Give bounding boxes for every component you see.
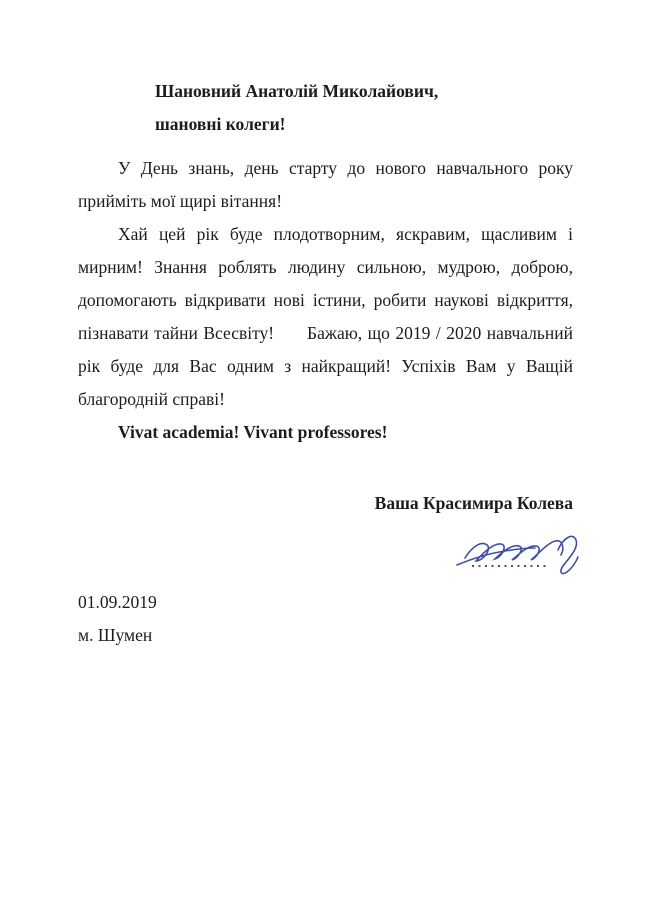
letter-line: мирним! Знання роблять людину сильною, мудрою, доброю,: [78, 257, 573, 277]
letter-line: допомогають відкривати нові істини, робити наукові відкриття,: [78, 290, 573, 310]
letter-footer: [78, 586, 573, 652]
paragraph-greeting: [78, 152, 573, 218]
salutation-line-2: шановні колеги!: [155, 114, 286, 134]
paragraph-wishes: [78, 218, 573, 416]
city-line: м. Шумен: [78, 625, 153, 645]
salutation-line-1: Шановний Анатолій Миколайович,: [155, 81, 439, 101]
signature-area: [78, 520, 589, 580]
letter-line: пізнавати тайни Всесвіту! Бажаю, що 2019 / 2020 навчальний: [78, 323, 573, 343]
salutation-block: [155, 75, 573, 141]
letter-line: У День знань, день старту до нового навчального року: [118, 158, 573, 178]
letter-line: рік буде для Вас одним з найкращий! Успіхів Вам у Ващій: [78, 356, 573, 376]
vivat-line: Vivat academia! Vivant professores!: [118, 422, 388, 442]
letter-line: Хай цей рік буде плодотворним, яскравим, щасливим і: [118, 224, 573, 244]
letter-line: прийміть мої щирі вітання!: [78, 191, 283, 211]
handwritten-signature-icon: [455, 520, 589, 583]
letter-line: благородній справі!: [78, 389, 225, 409]
signature-name: Ваша Красимира Колева: [374, 493, 573, 513]
date-line: 01.09.2019: [78, 592, 157, 612]
